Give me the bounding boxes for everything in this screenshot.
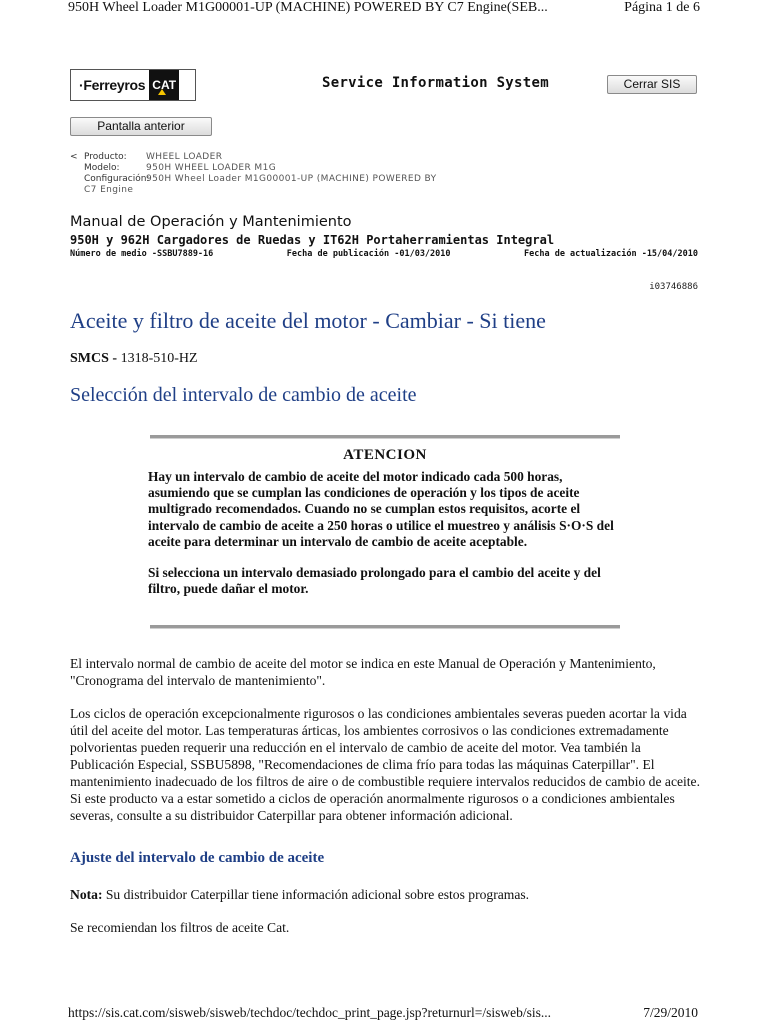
print-header-page: Página 1 de 6 [624, 0, 700, 15]
smcs-value: 1318-510-HZ [117, 351, 198, 366]
document-id: i03746886 [649, 282, 698, 292]
update-date: Fecha de actualización -15/04/2010 [524, 249, 698, 259]
dealer-logo-text: ·Ferreyros [79, 77, 146, 93]
paragraph-conditions: Los ciclos de operación excepcionalmente rigurosos o las condiciones ambientales severas pueden acortar la vida útil del aceite del motor. Las temperaturas árticas, los ambientes corrosivos o las condiciones extremadamente polvorientas pueden requerir una reducción en el intervalo de cambio de aceite del motor. Vea también la Publicación Especial, SSBU5898, "Recomendaciones de clima frío para todas las máquinas Caterpillar". El mantenimiento inadecuado de los filtros de aire o de combustible requiere intervalos reducidos de cambio de aceite. Si este producto va a estar sometido a ciclos de operación anormalmente rigurosos o a condiciones ambientales severas, consulte a su distribuidor Caterpillar para obtener información adicional. [70, 706, 700, 823]
page-title: Aceite y filtro de aceite del motor - Cambiar - Si tiene [70, 308, 546, 333]
sub-heading: Ajuste del intervalo de cambio de aceite [70, 850, 325, 866]
print-footer-url: https://sis.cat.com/sisweb/sisweb/techdoc/techdoc_print_page.jsp?returnurl=/sisweb/sis... [68, 1005, 552, 1020]
model-label: Modelo: [84, 163, 120, 173]
warning-top-rule [150, 435, 620, 439]
manual-subtitle: 950H y 962H Cargadores de Ruedas y IT62H Portaherramientas Integral [70, 233, 555, 247]
note-label: Nota: [70, 887, 103, 902]
config-value-2: C7 Engine [84, 185, 134, 195]
system-title: Service Information System [322, 75, 549, 91]
note-paragraph [70, 886, 700, 903]
warning-title: ATENCION [343, 447, 427, 463]
print-header-title: 950H Wheel Loader M1G00001-UP (MACHINE) POWERED BY C7 Engine(SEB... [68, 0, 548, 15]
previous-screen-button[interactable]: Pantalla anterior [70, 117, 212, 136]
cat-logo: CAT [149, 70, 179, 100]
publish-date: Fecha de publicación -01/03/2010 [286, 249, 451, 259]
warning-bottom-rule [150, 625, 620, 629]
config-row [84, 174, 437, 185]
note-text: Su distribuidor Caterpillar tiene información adicional sobre estos programas. [102, 887, 530, 902]
print-footer-date: 7/29/2010 [643, 1005, 698, 1020]
ferreyros-cat-logo [70, 69, 196, 101]
section-heading: Selección del intervalo de cambio de aceite [70, 384, 417, 406]
config-value: 950H Wheel Loader M1G00001-UP (MACHINE) POWERED BY [146, 174, 437, 184]
paragraph-filters: Se recomiendan los filtros de aceite Cat. [70, 920, 290, 935]
back-arrow-icon[interactable]: < [70, 152, 78, 162]
product-row [84, 152, 437, 163]
model-row [84, 163, 437, 174]
dealer-mark-icon: · [79, 77, 84, 93]
paragraph-interval: El intervalo normal de cambio de aceite del motor se indica en este Manual de Operación y Mantenimiento, "Cronograma del intervalo de mantenimiento". [70, 656, 656, 688]
smcs-label: SMCS - [70, 351, 118, 366]
product-value: WHEEL LOADER [146, 152, 223, 162]
config-label: Configuración: [84, 174, 150, 184]
product-info [70, 152, 437, 196]
media-info [70, 249, 698, 259]
close-sis-button[interactable]: Cerrar SIS [607, 75, 697, 94]
cat-triangle-icon [158, 89, 166, 95]
warning-body [148, 469, 620, 612]
model-value: 950H WHEEL LOADER M1G [146, 163, 277, 173]
warning-paragraph-2: Si selecciona un intervalo demasiado prolongado para el cambio del aceite y del filtro, puede dañar el motor. [148, 565, 601, 597]
warning-paragraph-1: Hay un intervalo de cambio de aceite del motor indicado cada 500 horas, asumiendo que se cumplan las condiciones de operación y los tipos de aceite multigrado recomendados. Cuando no se cumplan estos requisitos, acorte el intervalo de cambio de aceite a 250 horas o utilice el muestreo y análisis S·O·S del aceite para determinar un intervalo de cambio de aceite aceptable. [148, 469, 614, 549]
smcs-code [70, 351, 198, 367]
config-row-cont [84, 185, 437, 196]
media-number: Número de medio -SSBU7889-16 [70, 249, 214, 259]
product-label: Producto: [84, 152, 127, 162]
manual-title: Manual de Operación y Mantenimiento [70, 214, 352, 230]
